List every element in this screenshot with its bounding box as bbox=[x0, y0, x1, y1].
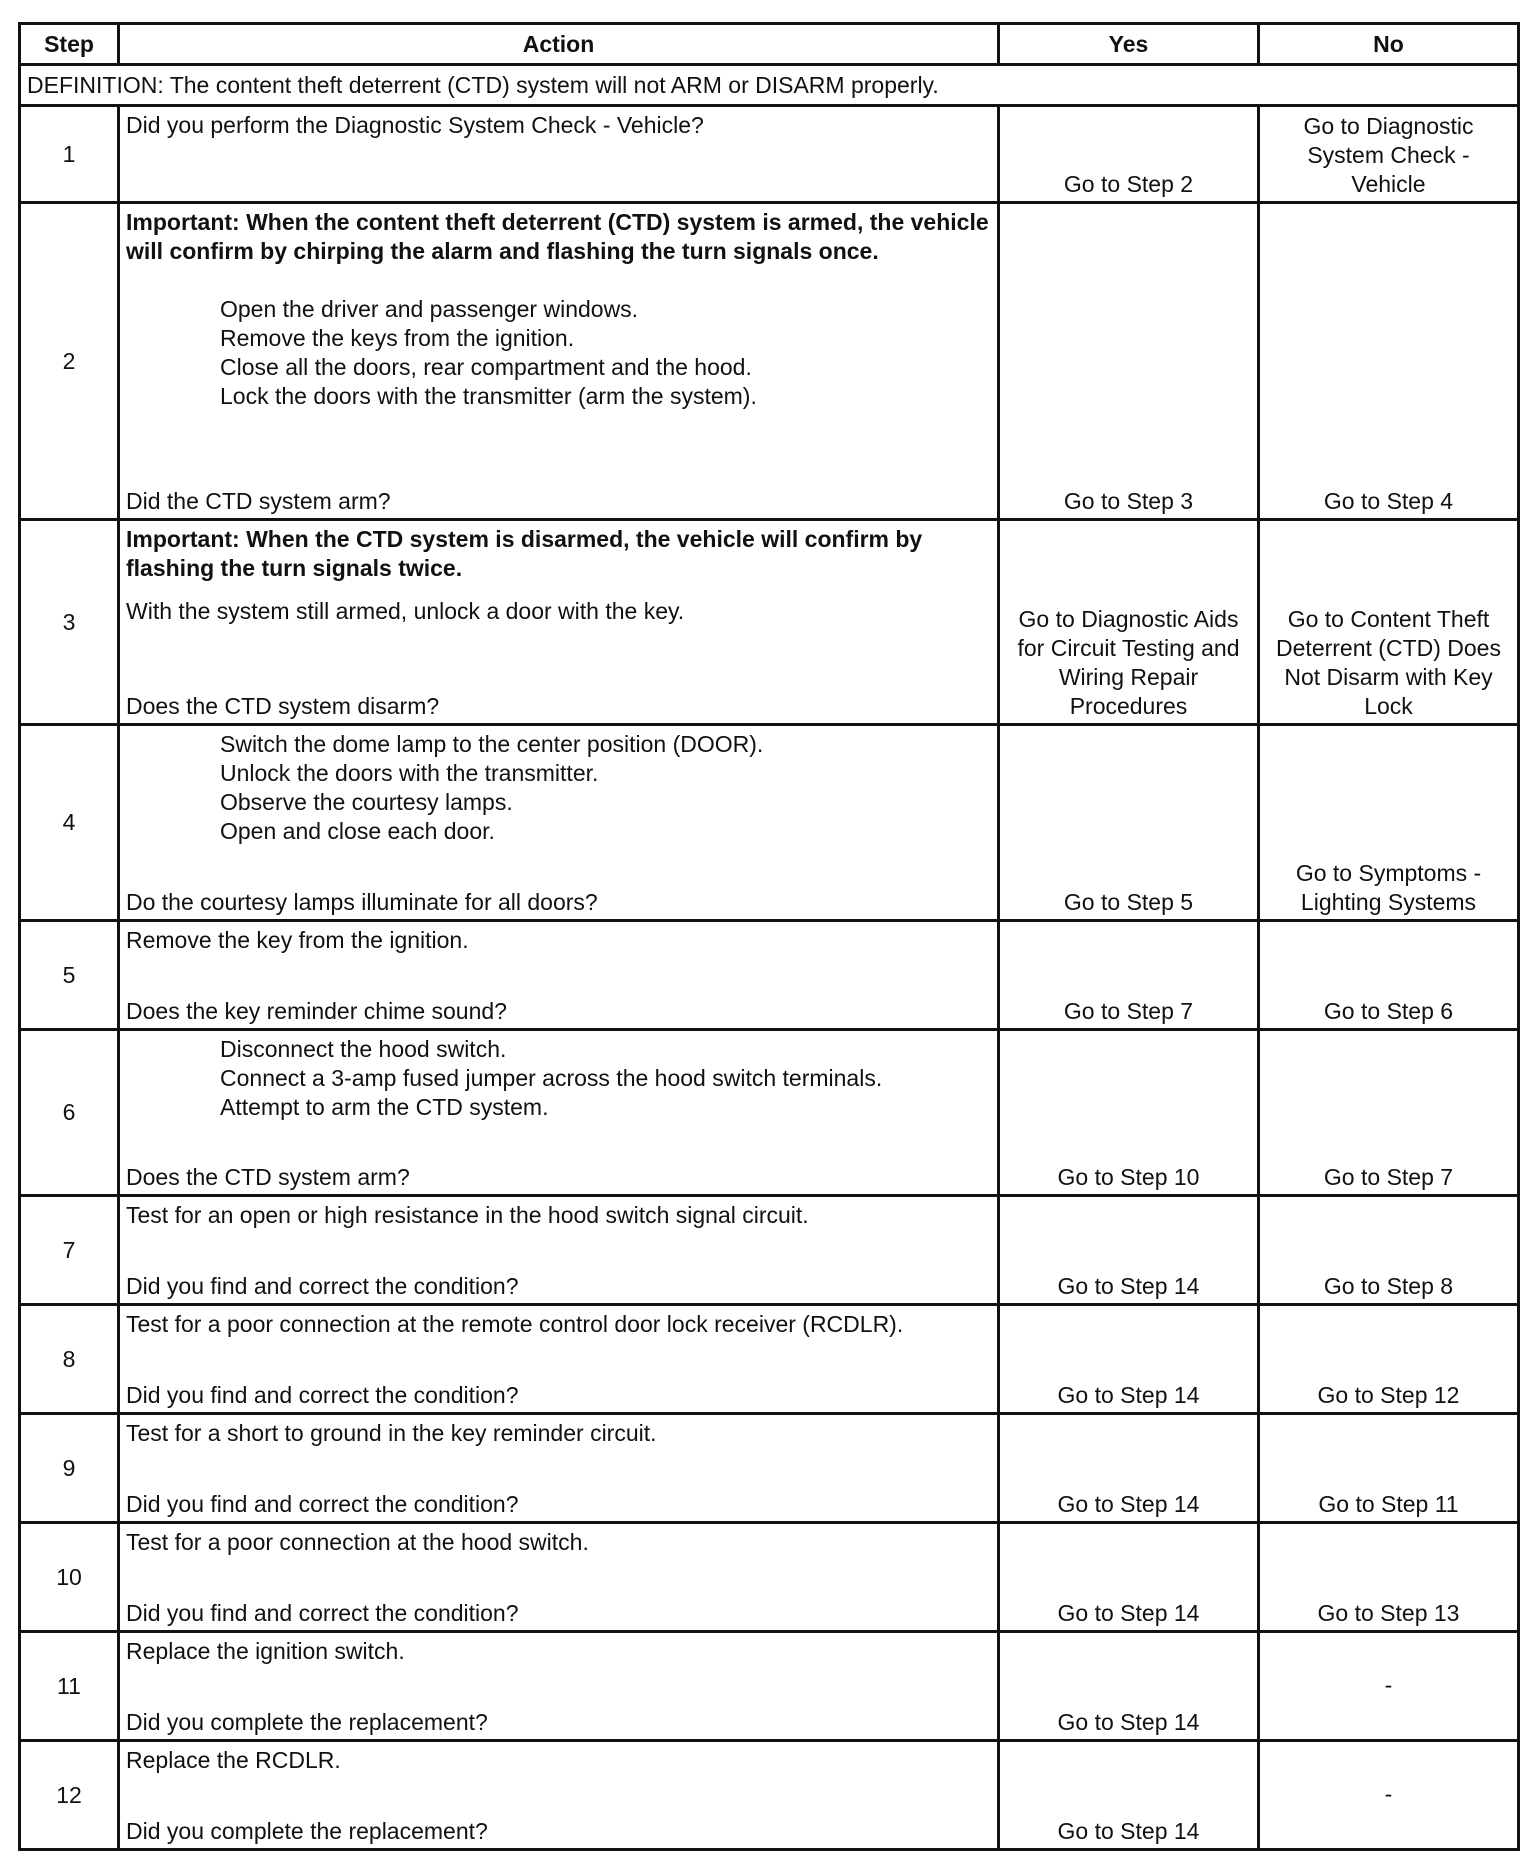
question-text: Do the courtesy lamps illuminate for all doors? bbox=[126, 889, 598, 915]
step-number: 10 bbox=[20, 1523, 119, 1632]
no-cell: Go to Step 13 bbox=[1259, 1523, 1519, 1632]
step-number: 12 bbox=[20, 1741, 119, 1850]
question-text: Does the CTD system disarm? bbox=[126, 693, 440, 719]
step-number: 7 bbox=[20, 1196, 119, 1305]
question-text: Did you find and correct the condition? bbox=[126, 1382, 519, 1408]
question-text: Did you find and correct the condition? bbox=[126, 1600, 519, 1626]
no-text: Go to Content Theft Deterrent (CTD) Does Not Disarm with Key Lock bbox=[1276, 606, 1501, 719]
procedure-step: Disconnect the hood switch. bbox=[220, 1036, 507, 1062]
table-row bbox=[20, 1305, 1519, 1414]
no-cell: - bbox=[1259, 1632, 1519, 1741]
question-text: Does the CTD system arm? bbox=[126, 1164, 410, 1190]
important-note: Important: When the content theft deterrent (CTD) system is armed, the vehicle will confirm by chirping the alarm and flashing the turn signals once. bbox=[126, 209, 989, 264]
no-text: Go to Symptoms - Lighting Systems bbox=[1295, 860, 1482, 915]
header-step: Step bbox=[20, 24, 119, 65]
step-number: 2 bbox=[20, 203, 119, 520]
important-note: Important: When the CTD system is disarmed, the vehicle will confirm by flashing the turn signals twice. bbox=[126, 526, 923, 581]
yes-cell: Go to Step 14 bbox=[999, 1632, 1259, 1741]
action-text: Did you perform the Diagnostic System Check - Vehicle? bbox=[126, 112, 704, 138]
no-cell bbox=[1259, 106, 1519, 203]
no-cell: Go to Step 4 bbox=[1259, 203, 1519, 520]
procedure-step: Connect a 3-amp fused jumper across the hood switch terminals. bbox=[220, 1065, 883, 1091]
action-text: Test for a short to ground in the key reminder circuit. bbox=[126, 1420, 657, 1446]
action-cell bbox=[119, 1305, 999, 1414]
action-text: Test for an open or high resistance in the hood switch signal circuit. bbox=[126, 1202, 809, 1228]
definition-row bbox=[20, 65, 1519, 106]
table-row bbox=[20, 1196, 1519, 1305]
yes-cell: Go to Step 14 bbox=[999, 1523, 1259, 1632]
yes-cell: Go to Step 14 bbox=[999, 1414, 1259, 1523]
procedure-list bbox=[120, 1031, 997, 1122]
table-row bbox=[20, 106, 1519, 203]
procedure-step: Attempt to arm the CTD system. bbox=[220, 1094, 549, 1120]
no-cell: Go to Step 6 bbox=[1259, 921, 1519, 1030]
table-row bbox=[20, 1741, 1519, 1850]
action-cell bbox=[119, 1196, 999, 1305]
step-number: 6 bbox=[20, 1030, 119, 1196]
yes-cell: Go to Step 14 bbox=[999, 1741, 1259, 1850]
table-row bbox=[20, 1414, 1519, 1523]
question-text: Did you complete the replacement? bbox=[126, 1818, 488, 1844]
yes-cell bbox=[999, 520, 1259, 725]
header-yes: Yes bbox=[999, 24, 1259, 65]
yes-cell: Go to Step 7 bbox=[999, 921, 1259, 1030]
procedure-step: Close all the doors, rear compartment and the hood. bbox=[220, 354, 752, 380]
step-number: 5 bbox=[20, 921, 119, 1030]
definition-text: DEFINITION: The content theft deterrent (CTD) system will not ARM or DISARM properly. bbox=[20, 65, 1519, 106]
action-cell bbox=[119, 1632, 999, 1741]
action-cell bbox=[119, 1741, 999, 1850]
procedure-step: Observe the courtesy lamps. bbox=[220, 789, 513, 815]
table-row bbox=[20, 520, 1519, 725]
question-text: Did you find and correct the condition? bbox=[126, 1273, 519, 1299]
yes-cell: Go to Step 3 bbox=[999, 203, 1259, 520]
no-cell bbox=[1259, 725, 1519, 921]
procedure-list bbox=[120, 726, 997, 846]
action-cell bbox=[119, 725, 999, 921]
action-cell bbox=[119, 1030, 999, 1196]
procedure-step: Lock the doors with the transmitter (arm the system). bbox=[220, 383, 757, 409]
procedure-step: Unlock the doors with the transmitter. bbox=[220, 760, 599, 786]
procedure-step: Open the driver and passenger windows. bbox=[220, 296, 639, 322]
table-row bbox=[20, 725, 1519, 921]
procedure-step: Open and close each door. bbox=[220, 818, 495, 844]
question-text: Does the key reminder chime sound? bbox=[126, 998, 507, 1024]
action-text: Replace the RCDLR. bbox=[126, 1747, 341, 1773]
no-cell bbox=[1259, 520, 1519, 725]
no-cell: Go to Step 11 bbox=[1259, 1414, 1519, 1523]
header-no: No bbox=[1259, 24, 1519, 65]
action-cell bbox=[119, 1414, 999, 1523]
yes-cell: Go to Step 2 bbox=[999, 106, 1259, 203]
yes-cell: Go to Step 10 bbox=[999, 1030, 1259, 1196]
step-number: 8 bbox=[20, 1305, 119, 1414]
step-number: 4 bbox=[20, 725, 119, 921]
no-text: Go to Diagnostic System Check - Vehicle bbox=[1303, 113, 1474, 197]
header-action: Action bbox=[119, 24, 999, 65]
procedure-step: Remove the keys from the ignition. bbox=[220, 325, 575, 351]
step-number: 3 bbox=[20, 520, 119, 725]
question-text: Did the CTD system arm? bbox=[126, 488, 391, 514]
action-cell bbox=[119, 520, 999, 725]
action-cell bbox=[119, 106, 999, 203]
yes-cell: Go to Step 5 bbox=[999, 725, 1259, 921]
diagnostic-table bbox=[18, 22, 1520, 1851]
action-text: Test for a poor connection at the remote control door lock receiver (RCDLR). bbox=[126, 1311, 904, 1337]
step-number: 9 bbox=[20, 1414, 119, 1523]
step-number: 1 bbox=[20, 106, 119, 203]
table-row bbox=[20, 1632, 1519, 1741]
step-number: 11 bbox=[20, 1632, 119, 1741]
yes-cell: Go to Step 14 bbox=[999, 1196, 1259, 1305]
action-text: Remove the key from the ignition. bbox=[126, 927, 469, 953]
action-cell bbox=[119, 203, 999, 520]
table-row bbox=[20, 1523, 1519, 1632]
table-row bbox=[20, 921, 1519, 1030]
action-cell bbox=[119, 1523, 999, 1632]
yes-cell: Go to Step 14 bbox=[999, 1305, 1259, 1414]
question-text: Did you complete the replacement? bbox=[126, 1709, 488, 1735]
table-row bbox=[20, 203, 1519, 520]
yes-text: Go to Diagnostic Aids for Circuit Testing and Wiring Repair Procedures bbox=[1017, 606, 1240, 719]
no-cell: Go to Step 7 bbox=[1259, 1030, 1519, 1196]
table-row bbox=[20, 1030, 1519, 1196]
procedure-list bbox=[120, 295, 997, 411]
header-row bbox=[20, 24, 1519, 65]
action-text: With the system still armed, unlock a door with the key. bbox=[126, 598, 685, 624]
action-cell bbox=[119, 921, 999, 1030]
action-text: Test for a poor connection at the hood switch. bbox=[126, 1529, 589, 1555]
question-text: Did you find and correct the condition? bbox=[126, 1491, 519, 1517]
no-cell: Go to Step 12 bbox=[1259, 1305, 1519, 1414]
action-text: Replace the ignition switch. bbox=[126, 1638, 405, 1664]
no-cell: Go to Step 8 bbox=[1259, 1196, 1519, 1305]
procedure-step: Switch the dome lamp to the center position (DOOR). bbox=[220, 731, 764, 757]
no-cell: - bbox=[1259, 1741, 1519, 1850]
